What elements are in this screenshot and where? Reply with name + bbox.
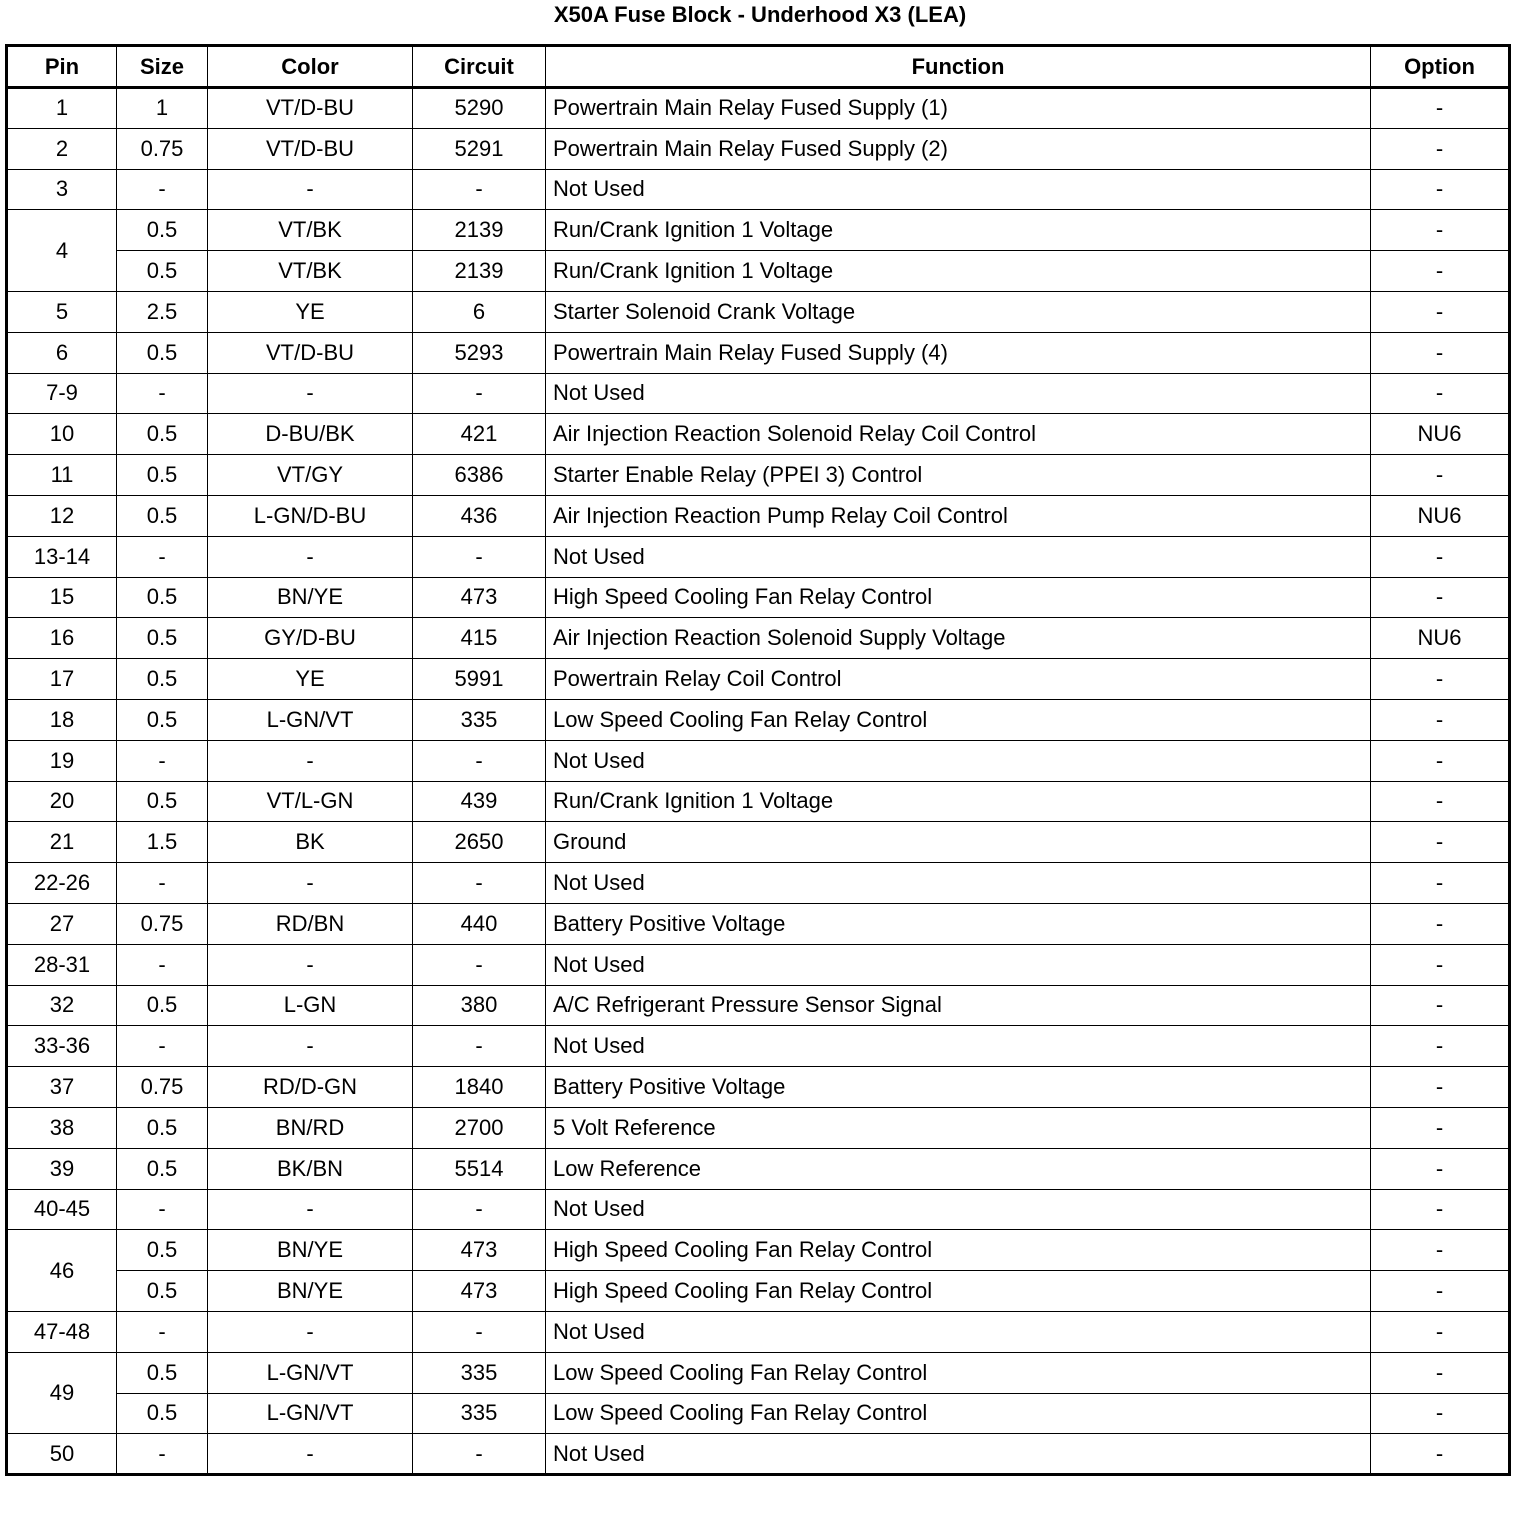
circuit-cell: 473 [413, 577, 546, 618]
function-cell: Not Used [546, 1026, 1371, 1067]
size-cell: 0.5 [117, 699, 208, 740]
pin-cell: 40-45 [7, 1189, 117, 1230]
size-cell: 0.5 [117, 455, 208, 496]
option-cell: - [1371, 373, 1510, 414]
pin-cell: 38 [7, 1107, 117, 1148]
header-row [7, 46, 1510, 88]
size-cell: 0.5 [117, 1148, 208, 1189]
circuit-cell: 6 [413, 291, 546, 332]
circuit-cell: 1840 [413, 1067, 546, 1108]
pin-cell: 28-31 [7, 944, 117, 985]
pin-cell: 1 [7, 88, 117, 129]
circuit-cell: - [413, 1434, 546, 1475]
table-row [7, 1148, 1510, 1189]
function-cell: Not Used [546, 1434, 1371, 1475]
option-cell: - [1371, 1352, 1510, 1393]
option-cell: - [1371, 659, 1510, 700]
table-row [7, 128, 1510, 169]
circuit-cell: 2139 [413, 210, 546, 251]
circuit-cell: - [413, 169, 546, 210]
option-cell: - [1371, 740, 1510, 781]
table-row [7, 1311, 1510, 1352]
pin-cell: 6 [7, 332, 117, 373]
document-title: X50A Fuse Block - Underhood X3 (LEA) [553, 2, 967, 27]
table-row [7, 1393, 1510, 1434]
header-color: Color [208, 46, 413, 88]
size-cell: 0.5 [117, 1107, 208, 1148]
option-cell: NU6 [1371, 618, 1510, 659]
function-cell: Powertrain Main Relay Fused Supply (1) [546, 88, 1371, 129]
option-cell: - [1371, 1230, 1510, 1271]
function-cell: Low Speed Cooling Fan Relay Control [546, 1393, 1371, 1434]
color-cell: VT/D-BU [208, 332, 413, 373]
table-row [7, 1026, 1510, 1067]
function-cell: Starter Enable Relay (PPEI 3) Control [546, 455, 1371, 496]
color-cell: - [208, 1434, 413, 1475]
circuit-cell: 415 [413, 618, 546, 659]
table-row [7, 740, 1510, 781]
circuit-cell: 335 [413, 1352, 546, 1393]
size-cell: - [117, 373, 208, 414]
function-cell: Not Used [546, 863, 1371, 904]
pin-cell: 47-48 [7, 1311, 117, 1352]
size-cell: 0.5 [117, 414, 208, 455]
table-row [7, 944, 1510, 985]
pin-cell: 19 [7, 740, 117, 781]
circuit-cell: - [413, 740, 546, 781]
table-row [7, 863, 1510, 904]
circuit-cell: 436 [413, 495, 546, 536]
color-cell: L-GN [208, 985, 413, 1026]
pin-cell: 3 [7, 169, 117, 210]
option-cell: - [1371, 781, 1510, 822]
color-cell: L-GN/VT [208, 699, 413, 740]
color-cell: BN/RD [208, 1107, 413, 1148]
option-cell: - [1371, 1067, 1510, 1108]
circuit-cell: 421 [413, 414, 546, 455]
table-row [7, 1271, 1510, 1312]
color-cell: YE [208, 291, 413, 332]
size-cell: 0.5 [117, 781, 208, 822]
function-cell: Starter Solenoid Crank Voltage [546, 291, 1371, 332]
size-cell: 0.5 [117, 251, 208, 292]
function-cell: Not Used [546, 536, 1371, 577]
option-cell: - [1371, 1189, 1510, 1230]
size-cell: 2.5 [117, 291, 208, 332]
function-cell: Low Speed Cooling Fan Relay Control [546, 1352, 1371, 1393]
function-cell: Low Speed Cooling Fan Relay Control [546, 699, 1371, 740]
option-cell: - [1371, 169, 1510, 210]
function-cell: High Speed Cooling Fan Relay Control [546, 1230, 1371, 1271]
table-row [7, 903, 1510, 944]
size-cell: 0.75 [117, 903, 208, 944]
table-row [7, 169, 1510, 210]
pin-cell: 20 [7, 781, 117, 822]
option-cell: - [1371, 455, 1510, 496]
size-cell: - [117, 944, 208, 985]
circuit-cell: 440 [413, 903, 546, 944]
circuit-cell: 6386 [413, 455, 546, 496]
color-cell: L-GN/VT [208, 1393, 413, 1434]
pin-cell: 37 [7, 1067, 117, 1108]
color-cell: - [208, 944, 413, 985]
color-cell: - [208, 740, 413, 781]
size-cell: - [117, 1311, 208, 1352]
option-cell: - [1371, 822, 1510, 863]
pinout-table [5, 44, 1511, 1476]
function-cell: 5 Volt Reference [546, 1107, 1371, 1148]
pin-cell: 15 [7, 577, 117, 618]
table-row [7, 373, 1510, 414]
function-cell: Not Used [546, 1189, 1371, 1230]
table-row [7, 251, 1510, 292]
function-cell: A/C Refrigerant Pressure Sensor Signal [546, 985, 1371, 1026]
option-cell: - [1371, 1434, 1510, 1475]
option-cell: - [1371, 863, 1510, 904]
table-row [7, 1067, 1510, 1108]
function-cell: Powertrain Relay Coil Control [546, 659, 1371, 700]
circuit-cell: 2139 [413, 251, 546, 292]
table-row [7, 985, 1510, 1026]
function-cell: Not Used [546, 373, 1371, 414]
table-row [7, 495, 1510, 536]
color-cell: BN/YE [208, 577, 413, 618]
option-cell: - [1371, 699, 1510, 740]
circuit-cell: 5291 [413, 128, 546, 169]
size-cell: 1.5 [117, 822, 208, 863]
size-cell: 0.5 [117, 332, 208, 373]
option-cell: - [1371, 128, 1510, 169]
circuit-cell: 335 [413, 699, 546, 740]
option-cell: - [1371, 944, 1510, 985]
color-cell: BN/YE [208, 1230, 413, 1271]
option-cell: - [1371, 1393, 1510, 1434]
circuit-cell: 5293 [413, 332, 546, 373]
circuit-cell: 5290 [413, 88, 546, 129]
pin-cell: 39 [7, 1148, 117, 1189]
color-cell: VT/D-BU [208, 128, 413, 169]
option-cell: - [1371, 291, 1510, 332]
table-row [7, 1107, 1510, 1148]
option-cell: - [1371, 577, 1510, 618]
color-cell: - [208, 536, 413, 577]
circuit-cell: - [413, 863, 546, 904]
circuit-cell: 439 [413, 781, 546, 822]
size-cell: 0.5 [117, 495, 208, 536]
table-row [7, 1434, 1510, 1475]
pin-cell: 49 [7, 1352, 117, 1434]
circuit-cell: - [413, 1189, 546, 1230]
function-cell: Run/Crank Ignition 1 Voltage [546, 210, 1371, 251]
size-cell: 0.5 [117, 618, 208, 659]
color-cell: - [208, 1311, 413, 1352]
table-row [7, 332, 1510, 373]
function-cell: Run/Crank Ignition 1 Voltage [546, 781, 1371, 822]
circuit-cell: 335 [413, 1393, 546, 1434]
option-cell: - [1371, 1271, 1510, 1312]
pin-cell: 13-14 [7, 536, 117, 577]
pin-cell: 4 [7, 210, 117, 292]
option-cell: - [1371, 1026, 1510, 1067]
color-cell: VT/GY [208, 455, 413, 496]
table-row [7, 455, 1510, 496]
header-circuit: Circuit [413, 46, 546, 88]
header-function: Function [546, 46, 1371, 88]
size-cell: 0.5 [117, 1230, 208, 1271]
circuit-cell: 2650 [413, 822, 546, 863]
pin-cell: 5 [7, 291, 117, 332]
circuit-cell: - [413, 373, 546, 414]
circuit-cell: - [413, 536, 546, 577]
function-cell: Not Used [546, 944, 1371, 985]
pin-cell: 50 [7, 1434, 117, 1475]
function-cell: Not Used [546, 740, 1371, 781]
option-cell: - [1371, 903, 1510, 944]
table-row [7, 659, 1510, 700]
color-cell: - [208, 1189, 413, 1230]
pin-cell: 16 [7, 618, 117, 659]
circuit-cell: 2700 [413, 1107, 546, 1148]
function-cell: Low Reference [546, 1148, 1371, 1189]
size-cell: - [117, 169, 208, 210]
header-size: Size [117, 46, 208, 88]
pin-cell: 18 [7, 699, 117, 740]
function-cell: Ground [546, 822, 1371, 863]
color-cell: - [208, 169, 413, 210]
function-cell: Battery Positive Voltage [546, 1067, 1371, 1108]
function-cell: Not Used [546, 1311, 1371, 1352]
table-row [7, 781, 1510, 822]
pin-cell: 33-36 [7, 1026, 117, 1067]
option-cell: - [1371, 332, 1510, 373]
size-cell: 0.5 [117, 577, 208, 618]
pin-cell: 22-26 [7, 863, 117, 904]
circuit-cell: 5514 [413, 1148, 546, 1189]
size-cell: 0.75 [117, 128, 208, 169]
color-cell: BK [208, 822, 413, 863]
option-cell: - [1371, 210, 1510, 251]
option-cell: - [1371, 536, 1510, 577]
pin-cell: 7-9 [7, 373, 117, 414]
color-cell: D-BU/BK [208, 414, 413, 455]
color-cell: BK/BN [208, 1148, 413, 1189]
circuit-cell: 5991 [413, 659, 546, 700]
table-row [7, 1230, 1510, 1271]
table-row [7, 210, 1510, 251]
table-row [7, 1189, 1510, 1230]
option-cell: NU6 [1371, 414, 1510, 455]
size-cell: - [117, 536, 208, 577]
color-cell: VT/D-BU [208, 88, 413, 129]
pin-cell: 32 [7, 985, 117, 1026]
header-pin: Pin [7, 46, 117, 88]
size-cell: - [117, 1026, 208, 1067]
pin-cell: 27 [7, 903, 117, 944]
table-header [7, 46, 1510, 88]
pin-cell: 11 [7, 455, 117, 496]
size-cell: - [117, 1189, 208, 1230]
size-cell: 0.5 [117, 1271, 208, 1312]
circuit-cell: - [413, 1026, 546, 1067]
function-cell: Powertrain Main Relay Fused Supply (2) [546, 128, 1371, 169]
function-cell: Powertrain Main Relay Fused Supply (4) [546, 332, 1371, 373]
option-cell: - [1371, 985, 1510, 1026]
function-cell: Air Injection Reaction Solenoid Supply Voltage [546, 618, 1371, 659]
option-cell: - [1371, 1311, 1510, 1352]
circuit-cell: 473 [413, 1230, 546, 1271]
color-cell: YE [208, 659, 413, 700]
size-cell: - [117, 1434, 208, 1475]
size-cell: 0.5 [117, 210, 208, 251]
table-body [7, 88, 1510, 1475]
function-cell: High Speed Cooling Fan Relay Control [546, 1271, 1371, 1312]
color-cell: L-GN/D-BU [208, 495, 413, 536]
color-cell: - [208, 1026, 413, 1067]
table-row [7, 1352, 1510, 1393]
size-cell: - [117, 740, 208, 781]
header-option: Option [1371, 46, 1510, 88]
function-cell: Run/Crank Ignition 1 Voltage [546, 251, 1371, 292]
pin-cell: 12 [7, 495, 117, 536]
function-cell: Air Injection Reaction Solenoid Relay Coil Control [546, 414, 1371, 455]
function-cell: Battery Positive Voltage [546, 903, 1371, 944]
table-row [7, 414, 1510, 455]
size-cell: 0.5 [117, 1393, 208, 1434]
circuit-cell: - [413, 1311, 546, 1352]
option-cell: - [1371, 251, 1510, 292]
size-cell: 0.5 [117, 1352, 208, 1393]
size-cell: - [117, 863, 208, 904]
circuit-cell: - [413, 944, 546, 985]
size-cell: 0.5 [117, 659, 208, 700]
pin-cell: 10 [7, 414, 117, 455]
table-row [7, 88, 1510, 129]
size-cell: 1 [117, 88, 208, 129]
function-cell: Air Injection Reaction Pump Relay Coil Control [546, 495, 1371, 536]
color-cell: - [208, 373, 413, 414]
option-cell: - [1371, 1107, 1510, 1148]
option-cell: - [1371, 88, 1510, 129]
option-cell: NU6 [1371, 495, 1510, 536]
color-cell: RD/BN [208, 903, 413, 944]
color-cell: - [208, 863, 413, 904]
color-cell: BN/YE [208, 1271, 413, 1312]
table-row [7, 577, 1510, 618]
table-row [7, 699, 1510, 740]
color-cell: L-GN/VT [208, 1352, 413, 1393]
color-cell: VT/L-GN [208, 781, 413, 822]
circuit-cell: 380 [413, 985, 546, 1026]
pin-cell: 21 [7, 822, 117, 863]
table-row [7, 618, 1510, 659]
function-cell: Not Used [546, 169, 1371, 210]
table-row [7, 822, 1510, 863]
circuit-cell: 473 [413, 1271, 546, 1312]
size-cell: 0.5 [117, 985, 208, 1026]
size-cell: 0.75 [117, 1067, 208, 1108]
table-row [7, 291, 1510, 332]
pin-cell: 2 [7, 128, 117, 169]
color-cell: VT/BK [208, 251, 413, 292]
table-row [7, 536, 1510, 577]
color-cell: VT/BK [208, 210, 413, 251]
option-cell: - [1371, 1148, 1510, 1189]
color-cell: RD/D-GN [208, 1067, 413, 1108]
pin-cell: 46 [7, 1230, 117, 1312]
function-cell: High Speed Cooling Fan Relay Control [546, 577, 1371, 618]
color-cell: GY/D-BU [208, 618, 413, 659]
pin-cell: 17 [7, 659, 117, 700]
